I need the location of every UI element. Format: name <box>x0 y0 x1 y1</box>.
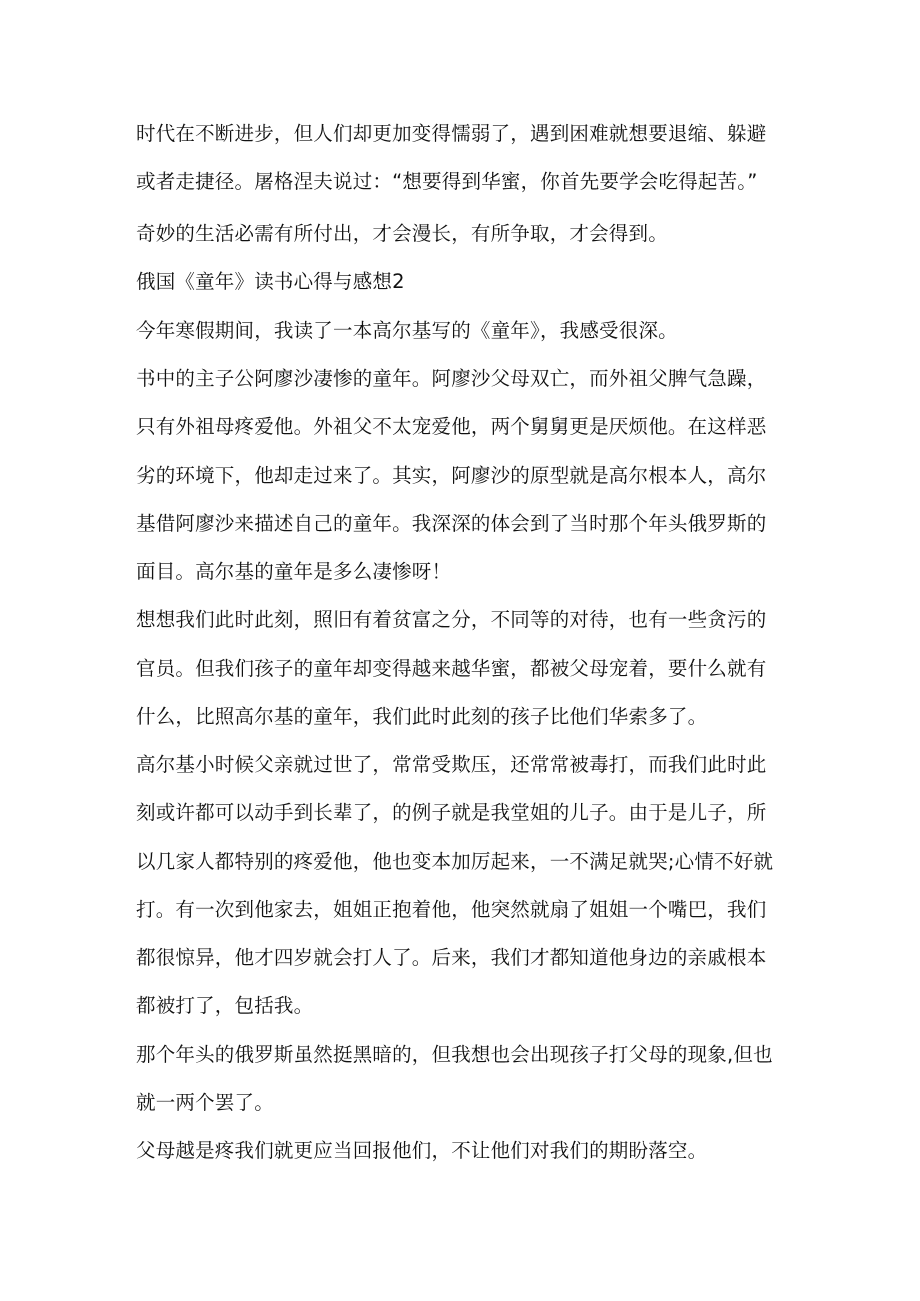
text-line: 书中的主子公阿廖沙凄惨的童年。阿廖沙父母双亡，而外祖父脾气急躁， <box>136 367 767 390</box>
section-heading: 俄国《童年》读书心得与感想2 <box>136 270 405 293</box>
text-line: 今年寒假期间，我读了一本高尔基写的《童年》，我感受很深。 <box>136 319 678 342</box>
text-line: 高尔基小时候父亲就过世了，常常受欺压，还常常被毒打，而我们此时此 <box>136 753 767 776</box>
text-line: 奇妙的生活必需有所付出，才会漫长，有所争取，才会得到。 <box>136 222 668 245</box>
text-line: 都很惊异，他才四岁就会打人了。后来，我们才都知道他身边的亲戚根本 <box>136 946 767 969</box>
text-line: 打。有一次到他家去，姐姐正抱着他，他突然就扇了姐姐一个嘴巴，我们 <box>136 898 767 921</box>
text-line: 基借阿廖沙来描述自己的童年。我深深的体会到了当时那个年头俄罗斯的 <box>136 512 767 535</box>
text-line: 只有外祖母疼爱他。外祖父不太宠爱他，两个舅舅更是厌烦他。在这样恶 <box>136 415 767 438</box>
text-line: 或者走捷径。屠格涅夫说过：“想要得到华蜜，你首先要学会吃得起苦。” <box>136 170 758 193</box>
text-line: 就一两个罢了。 <box>136 1091 274 1114</box>
text-line: 劣的环境下，他却走过来了。其实，阿廖沙的原型就是高尔根本人，高尔 <box>136 464 767 487</box>
text-line: 想想我们此时此刻，照旧有着贫富之分，不同等的对待，也有一些贪污的 <box>136 608 767 631</box>
text-line: 父母越是疼我们就更应当回报他们，不让他们对我们的期盼落空。 <box>136 1139 708 1162</box>
text-line: 什么，比照高尔基的童年，我们此时此刻的孩子比他们华索多了。 <box>136 705 708 728</box>
text-line: 官员。但我们孩子的童年却变得越来越华蜜，都被父母宠着，要什么就有 <box>136 657 767 680</box>
text-line: 刻或许都可以动手到长辈了，的例子就是我堂姐的儿子。由于是儿子，所 <box>136 801 767 824</box>
text-line: 时代在不断进步，但人们却更加变得懦弱了，遇到困难就想要退缩、躲避 <box>136 122 767 145</box>
text-line: 都被打了，包括我。 <box>136 994 314 1017</box>
text-line: 那个年头的俄罗斯虽然挺黑暗的，但我想也会出现孩子打父母的现象,但也 <box>136 1043 773 1066</box>
text-line: 以几家人都特别的疼爱他，他也变本加厉起来，一不满足就哭;心情不好就 <box>136 850 774 873</box>
text-line: 面目。高尔基的童年是多么凄惨呀！ <box>136 560 452 583</box>
